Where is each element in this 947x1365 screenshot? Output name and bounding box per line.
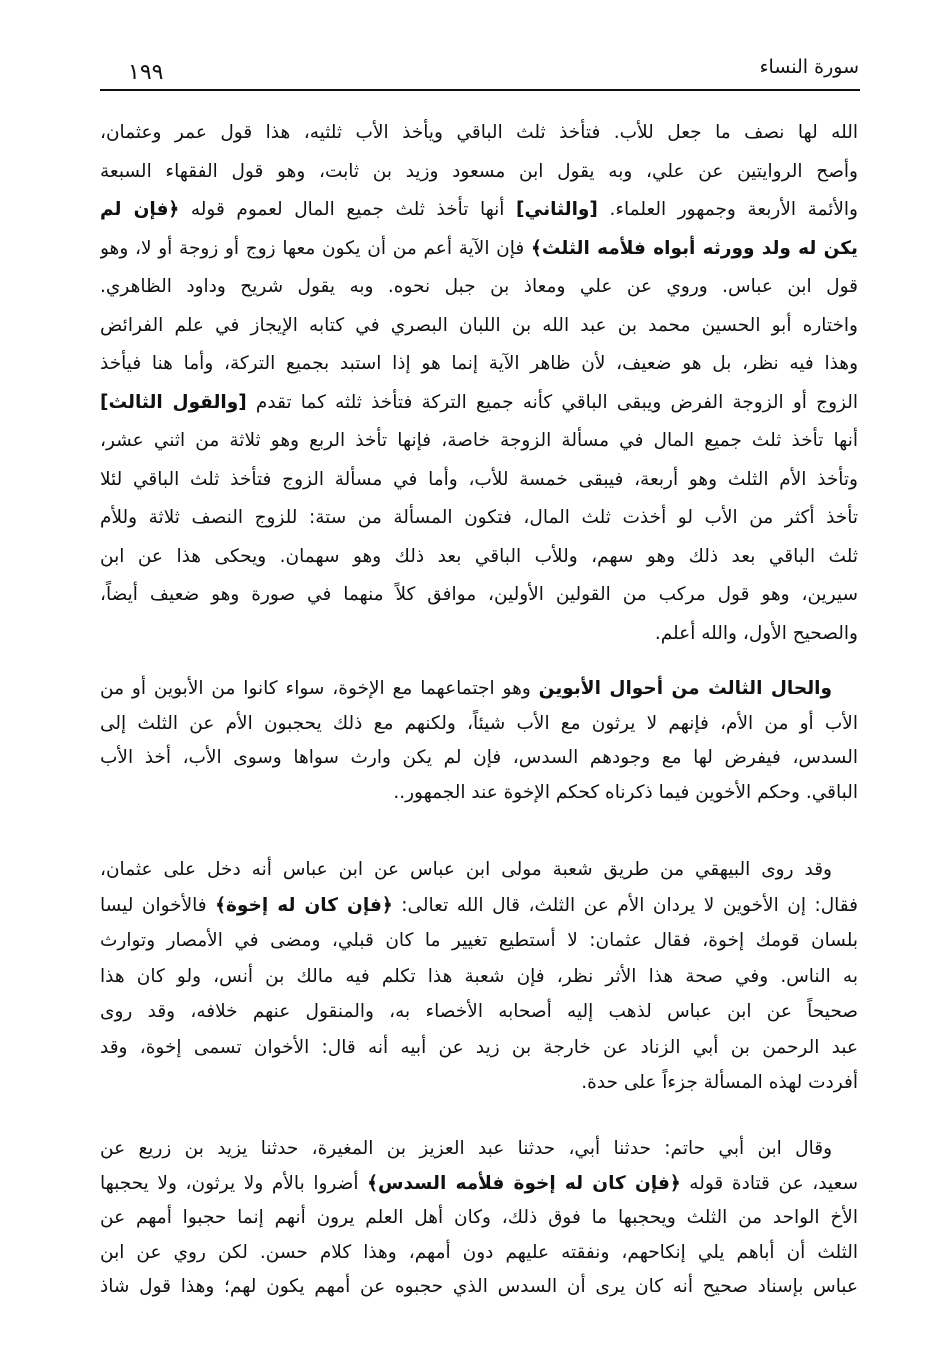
text-segment: الثلث أن أباهم يلي إنكاحهم، ونفقته عليهم دون أمهم، وهذا كلام حسن. لكن روي عن ابن: [100, 1241, 858, 1263]
text-line: [100, 1167, 858, 1202]
text-line: [100, 923, 858, 959]
text-line: [100, 888, 858, 924]
text-line: [100, 672, 858, 707]
paragraph: [100, 852, 858, 1101]
text-segment: وقد روى البيهقي من طريق شعبة مولى ابن عباس عن ابن عباس أنه دخل على عثمان،: [100, 859, 832, 880]
bold-text: والحال الثالث من أحوال الأبوين: [538, 678, 832, 699]
text-line: [100, 994, 858, 1030]
text-line: [100, 384, 858, 423]
bold-text: ﴿فإن كان له إخوة فلأمه السدس﴾: [367, 1172, 681, 1194]
text-segment: أفردت لهذه المسألة جزءاً على حدة.: [581, 1072, 858, 1093]
text-segment: وتأخذ الأم الثلث وهو أربعة، فيبقى خمسة للأب، وأما في مسألة الزوج فتأخذ ثلث الباقي لئلا: [100, 468, 858, 490]
bold-text: ﴿فإن كان له إخوة﴾: [215, 894, 393, 916]
text-line: [100, 153, 858, 192]
text-segment: تأخذ أكثر من الأب لو أخذت ثلث المال، فتكون المسألة من ستة: للزوج النصف ثلاثة وللأم: [100, 507, 858, 528]
text-segment: الأخ الواحد من الثلث ويحجبها ما فوق ذلك، وكان أهل العلم يرون أنهم إنما حجبوا أمهم عن: [100, 1207, 858, 1228]
text-line: [100, 852, 858, 888]
text-line: [100, 268, 858, 307]
text-segment: صحيحاً عن ابن عباس لذهب إليه أصحابه الأخصاء به، والمنقول عنهم خلافه، وقد روى: [100, 1001, 858, 1022]
text-segment: واختاره أبو الحسين محمد بن عبد الله بن اللبان البصري في كتابه الإيجاز في علم الفرائض: [100, 314, 858, 336]
text-line: [100, 538, 858, 577]
text-line: [100, 499, 858, 538]
text-segment: أنها تأخذ ثلث جميع المال في مسألة الزوجة خاصة، فإنها تأخذ الربع وهو ثلاثة من اثني عشر،: [100, 430, 858, 451]
text-line: [100, 1132, 858, 1167]
text-line: [100, 114, 858, 153]
text-line: [100, 707, 858, 742]
paragraph: [100, 672, 858, 810]
text-segment: سيرين، وهو قول مركب من القولين الأولين، موافق كلاً منهما في صورة وهو ضعيف أيضاً،: [100, 584, 858, 605]
text-line: [100, 461, 858, 500]
text-line: [100, 1201, 858, 1236]
text-segment: وأصح الروايتين عن علي، وبه يقول ابن مسعود وزيد بن ثابت، وهو قول الفقهاء السبعة: [100, 160, 858, 182]
paragraph: [100, 1132, 858, 1305]
text-segment: الزوج أو الزوجة الفرض ويبقى الباقي كأنه جميع التركة فتأخذ ثلثه كما تقدم: [246, 391, 858, 413]
bold-text: [والثاني]: [516, 199, 598, 220]
text-segment: الأب أو من الأم، فإنهم لا يرثون مع الأب شيئاً، ولكنهم مع ذلك يحجبون الأم عن الثلث إلى: [100, 712, 858, 734]
text-segment: وهذا فيه نظر، بل هو ضعيف، لأن ظاهر الآية إنما هو إذا استبد بجميع التركة، وأما هنا فيأخذ: [100, 353, 858, 374]
text-segment: وهو اجتماعهما مع الإخوة، سواء كانوا من الأبوين أو من: [100, 678, 539, 699]
text-segment: أنها تأخذ ثلث جميع المال لعموم قوله: [179, 199, 517, 220]
text-segment: عبد الرحمن بن أبي الزناد عن خارجة بن زيد عن أبيه أنه قال: الأخوان تسمى إخوة، وقد: [100, 1036, 858, 1058]
text-segment: عباس بإسناد صحيح أنه كان يرى أن السدس الذي حجبوه عن أمهم يكون لهم؛ وهذا قول شاذ: [100, 1276, 858, 1297]
text-line: [100, 345, 858, 384]
text-segment: والصحيح الأول، والله أعلم.: [654, 622, 858, 644]
text-segment: الله لها نصف ما جعل للأب. فتأخذ ثلث الباقي ويأخذ الأب ثلثيه، هذا قول عمر وعثمان،: [100, 122, 858, 143]
paragraph: [100, 114, 858, 653]
text-line: [100, 1065, 858, 1101]
text-line: [100, 741, 858, 776]
text-segment: به الناس. وفي صحة هذا الأثر نظر، فإن شعبة هذا تكلم فيه مالك بن أنس، ولو كان هذا: [100, 965, 858, 987]
text-segment: بلسان قومك إخوة، فقال عثمان: لا أستطيع تغيير ما كان قبلي، ومضى في الأمصار وتوارث: [100, 930, 858, 951]
text-segment: سعيد، عن قتادة قوله: [680, 1172, 858, 1194]
text-segment: فإن الآية أعم من أن يكون معها زوج أو زوجة أو لا، وهو: [100, 237, 531, 259]
text-line: [100, 615, 858, 654]
text-segment: والأئمة الأربعة وجمهور العلماء.: [597, 199, 858, 220]
text-line: [100, 191, 858, 230]
bold-text: يكن له ولد وورثه أبواه فلأمه الثلث﴾: [530, 237, 858, 259]
text-segment: وقال ابن أبي حاتم: حدثنا أبي، حدثنا عبد العزيز بن المغيرة، حدثنا يزيد بن زريع عن: [100, 1138, 832, 1159]
text-line: [100, 307, 858, 346]
text-line: [100, 1030, 858, 1066]
text-segment: قول ابن عباس. وروي عن علي ومعاذ بن جبل نحوه. وبه يقول شريح وداود الظاهري.: [100, 276, 858, 297]
text-line: [100, 422, 858, 461]
text-line: [100, 1236, 858, 1271]
surah-title: سورة النساء: [759, 56, 859, 78]
bold-text: [والقول الثالث]: [100, 391, 247, 413]
text-segment: فقال: إن الأخوين لا يردان الأم عن الثلث، قال الله تعالى:: [392, 894, 858, 916]
page-number: ١٩٩: [128, 60, 164, 85]
text-segment: فالأخوان ليسا: [100, 894, 216, 916]
text-line: [100, 959, 858, 995]
text-segment: أضروا بالأم ولا يرثون، ولا يحجبها: [100, 1172, 368, 1194]
text-segment: ثلث الباقي بعد ذلك وهو سهم، وللأب الباقي بعد ذلك وهو سهمان. ويحكى هذا عن ابن: [100, 545, 858, 567]
bold-text: ﴿فإن لم: [100, 199, 180, 220]
text-line: [100, 576, 858, 615]
text-segment: السدس، فيفرض لها مع وجودهم السدس، فإن لم يكن وارث سواها وسوى الأب، أخذ الأب: [100, 747, 858, 768]
header-rule: [100, 89, 860, 91]
text-line: [100, 1270, 858, 1305]
text-segment: الباقي. وحكم الأخوين فيما ذكرناه كحكم الإخوة عند الجمهور..: [393, 781, 858, 803]
text-line: [100, 230, 858, 269]
text-line: [100, 776, 858, 811]
